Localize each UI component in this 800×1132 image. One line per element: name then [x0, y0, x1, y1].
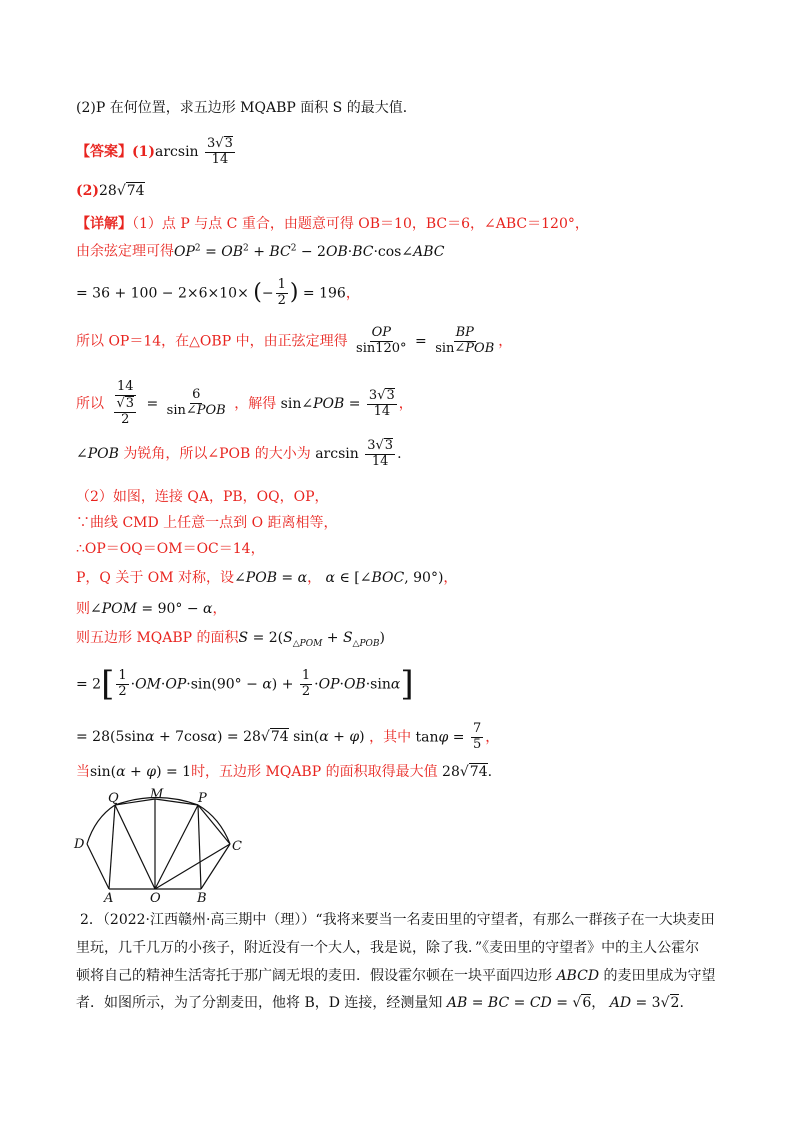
detail-text-12: 则五边形 MQABP 的面积 — [76, 630, 239, 646]
answer-1-prefix: (1) — [132, 143, 155, 160]
problem-2-text-4: 者．如图所示，为了分割麦田，他将 B，D 连接，经测量知 — [76, 995, 443, 1011]
label-o: O — [150, 891, 161, 903]
detail-line-15: 当sin(α + φ) = 1时，五边形 MQABP 的面积取得最大值 28√ 74. — [76, 763, 492, 781]
label-d: D — [74, 837, 85, 852]
detail-text-2: 由余弦定理可得 — [76, 243, 174, 260]
answer-2-prefix: (2) — [76, 183, 99, 199]
detail-line-4: 所以 OP＝14，在△OBP 中，由正弦定理得 $\frac{OP}{\sin 120^\circ}$ = $\frac{BP}{\text{sin∠POB}}$ ， — [76, 325, 513, 356]
geometry-figure — [70, 788, 250, 903]
detail-text-4: 所以 OP＝14，在△OBP 中，由正弦定理得 — [76, 333, 348, 350]
seg-cb — [201, 844, 230, 889]
arc-qd — [87, 805, 115, 844]
detail-line-6: ∠POB 为锐角，所以∠POB 的大小为 arcsin $\frac{3√ 3}{14}$ . — [76, 438, 402, 470]
problem-2-line-1: 2．（2022·江西赣州·高三期中（理））“我将来要当一名麦田里的守望者，有那么一群孩子在一大块麦田 — [80, 912, 715, 928]
seg-da — [87, 844, 109, 889]
detail-line-7: （2）如图，连接 QA，PB，OQ，OP， — [76, 489, 329, 505]
detail-text-11: 则 — [76, 601, 90, 617]
label-a: A — [104, 891, 114, 903]
detail-text-1: （1）点 P 与点 C 重合，由题意可得 OB＝10，BC＝6，∠ABC＝120°， — [132, 216, 589, 232]
label-p: P — [198, 791, 207, 806]
detail-line-11: 则∠POM = 90° − α， — [76, 601, 227, 617]
detail-line-5: 所以 14 √ $\frac{3}{2}$ = $\frac{6}{\text{sin∠POB}}$ ，解得 sin∠POB = $\frac{3√ 3}{14}$ ， — [76, 380, 413, 428]
detail-label: 【详解】 — [76, 216, 132, 232]
detail-line-13: = 2[ $\frac{1}{2}$ ·OM·OP·sin(90° − α) + $\frac{1}{2}$ ·OP·OB·sinα] — [76, 664, 414, 704]
detail-line-14: = 28(5sinα + 7cosα) = 28√ 74 sin(α + φ) ，其中 tanφ = $\frac{7}{5}$ ， — [76, 722, 499, 753]
label-b: B — [197, 891, 207, 903]
detail-line-12: 则五边形 MQABP 的面积$S = 2(S_{\triangle POM} + S_{\triangle POB})$ — [76, 630, 385, 649]
label-c: C — [232, 839, 242, 854]
answer-line-2: (2)28√ 74 — [76, 182, 145, 200]
problem-2-text-3b: 的麦田里成为守望 — [603, 968, 716, 984]
detail-line-8: ∵曲线 CMD 上任意一点到 O 距离相等， — [76, 515, 338, 531]
detail-line-10: P，Q 关于 OM 对称，设∠POB = α， α ∈ [∠BOC, 90°)， — [76, 570, 458, 586]
detail-line-2: 由余弦定理可得$OP^2 = OB^2 + BC^2$ − 2OB·BC·cos∠ABC — [76, 243, 445, 260]
problem-2-text-3a: 顿将自己的精神生活寄托于那广阔无垠的麦田．假设霍尔顿在一块平面四边形 — [76, 968, 552, 984]
question-2: (2)P 在何位置，求五边形 MQABP 面积 S 的最大值． — [76, 100, 417, 116]
problem-2-line-4: 者．如图所示，为了分割麦田，他将 B，D 连接，经测量知 AB = BC = CD = √ 6， AD = 3√ 2. — [76, 994, 684, 1012]
seg-pc — [198, 805, 230, 844]
answer-label: 【答案】 — [76, 143, 132, 160]
detail-text-5b: ，解得 — [234, 395, 277, 412]
seg-qa — [109, 805, 115, 889]
detail-text-15b: 时，五边形 MQABP 的面积取得最大值 — [191, 764, 438, 780]
label-m: M — [150, 788, 164, 802]
problem-2-line-3: 顿将自己的精神生活寄托于那广阔无垠的麦田．假设霍尔顿在一块平面四边形 ABCD 的麦田里成为守望 — [76, 968, 716, 984]
detail-text-10: P，Q 关于 OM 对称，设 — [76, 570, 235, 586]
answer-line-1: 【答案】(1)arcsin $\frac{3√ 3}{14}$ — [76, 136, 237, 168]
detail-line-3: = 36 + 100 − 2×6×10× (− $\frac{1}{2}$ ) = 196， — [76, 277, 360, 308]
detail-line-9: ∴OP＝OQ＝OM＝OC＝14， — [76, 541, 265, 557]
detail-text-5a: 所以 — [76, 395, 104, 412]
detail-text-15a: 当 — [76, 764, 90, 780]
detail-text-6: 为锐角，所以∠POB 的大小为 — [123, 445, 311, 462]
label-q: Q — [108, 791, 119, 806]
problem-2-line-2: 里玩，几千几万的小孩子，附近没有一个大人，我是说，除了我．”《麦田里的守望者》中的主人公霍尔 — [76, 940, 700, 956]
seg-qo — [115, 805, 155, 889]
detail-text-14: ，其中 — [369, 729, 412, 746]
detail-line-1 — [76, 216, 589, 233]
seg-pb — [198, 805, 201, 889]
